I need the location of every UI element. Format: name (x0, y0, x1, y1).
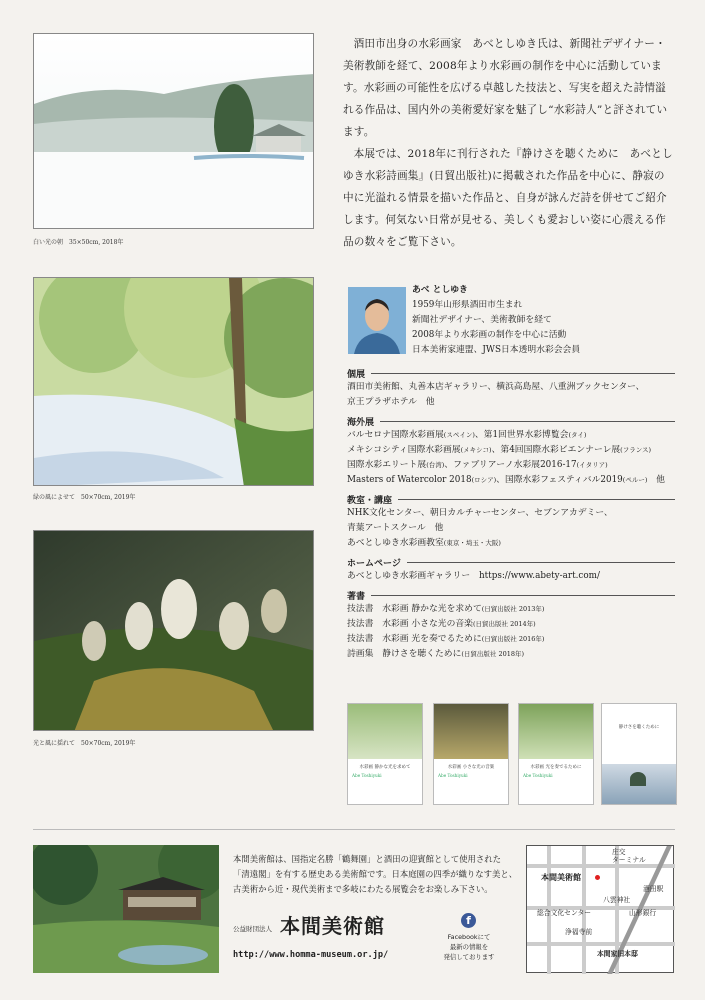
map-label-museum: 本間美術館 (541, 873, 581, 882)
section-line: バルセロナ国際水彩画展(スペイン)、第1回世界水彩博覧会(タイ) (347, 430, 587, 440)
footer-divider (33, 829, 675, 830)
museum-description (233, 852, 523, 897)
facebook-note: Facebookにて 最新の情報を 発信しております (443, 933, 495, 961)
map-label-bank: 山形銀行 (629, 909, 657, 917)
museum-desc-line: 古美術から近・現代美術まで多岐にわたる展覧会をお楽しみ下さい。 (233, 884, 493, 894)
intro-paragraph: 本展では、2018年に刊行された『静けさを聴くために あべとしゆき水彩詩画集』(日貿出版社)に掲載された作品を中心に、静寂の中に光溢れる情景を描いた作品と、自身が詠んだ詩を併せてご紹介します。何気ない日常が見せる、美しくも愛おしい姿に心震える作品の数々をご覧下さい。 (343, 148, 673, 248)
book-cover: 静けさを聴くために (601, 703, 677, 805)
section-line: 酒田市美術館、丸善本店ギャラリー、横浜高島屋、八重洲ブックセンター、 (347, 382, 645, 392)
painting-caption: 白い光の朝 35×50cm, 2018年 (33, 239, 124, 246)
map-museum-marker (595, 875, 600, 880)
museum-logo: 本間美術館 (280, 914, 385, 938)
map-label-shrine: 八雲神社 (603, 896, 631, 904)
profile-line: 2008年より水彩画の制作を中心に活動 (412, 330, 567, 340)
museum-garden-photo (33, 845, 219, 973)
section-line: 京王プラザホテル 他 (347, 397, 435, 407)
painting-green-wind (33, 277, 314, 486)
section-heading: ホームページ (347, 556, 675, 569)
section-line: メキシコシティ国際水彩画展(メキシコ)、第4回国際水彩ビエンナーレ展(フランス) (347, 445, 652, 455)
artist-name: あべ としゆき (412, 285, 468, 295)
profile-line: 日本美術家連盟、JWS日本透明水彩会会員 (412, 345, 581, 355)
book-cover: 水彩画 静かな光を求めて Abe Toshiyuki (347, 703, 423, 805)
book-line: 技法書 水彩画 小さな光の音楽(日貿出版社 2014年) (347, 619, 536, 629)
career-sections (347, 362, 675, 662)
museum-url[interactable]: http://www.homma-museum.or.jp/ (233, 950, 389, 960)
artist-profile (412, 283, 672, 358)
access-map (526, 845, 674, 973)
map-label-temple: 浄福寺前 (565, 928, 593, 936)
section-line: あべとしゆき水彩画教室(東京・埼玉・大阪) (347, 538, 501, 548)
book-cover: 水彩画 小さな光の音楽 Abe Toshiyuki (433, 703, 509, 805)
painting-caption: 光と風に揺れて 50×70cm, 2019年 (33, 740, 136, 747)
map-label-station: 庄交 ターミナル (612, 848, 646, 864)
book-line: 詩画集 静けさを聴くために(日貿出版社 2018年) (347, 649, 525, 659)
profile-line: 新聞社デザイナー、美術教師を経て (412, 315, 552, 325)
map-label-annex: 本間家旧本邸 (597, 950, 638, 958)
book-cover: 水彩画 光を奏でるために Abe Toshiyuki (518, 703, 594, 805)
section-heading: 教室・講座 (347, 493, 675, 506)
website-link[interactable]: あべとしゆき水彩画ギャラリー https://www.abety-art.com/ (347, 571, 600, 581)
book-line: 技法書 水彩画 光を奏でるために(日貿出版社 2016年) (347, 634, 545, 644)
facebook-icon[interactable]: f (461, 913, 476, 928)
museum-org-type: 公益財団法人 (233, 925, 272, 933)
museum-desc-line: 本間美術館は、国指定名勝「鶴舞園」と酒田の迎賓館として使用された (233, 854, 501, 864)
intro-paragraph: 酒田市出身の水彩画家 あべとしゆき氏は、新聞社デザイナー・美術教師を経て、2008年より水彩画の制作を中心に活動しています。水彩画の可能性を広げる卓越した技法と、写実を超えた詩情溢れる作品は、国内外の美術愛好家を魅了し“水彩詩人”と評されています。 (343, 38, 668, 138)
section-heading: 著書 (347, 589, 675, 602)
section-line: 国際水彩エリート展(台湾)、ファブリアーノ水彩展2016-17(イタリア) (347, 460, 608, 470)
section-line: NHK文化センター、朝日カルチャーセンター、セブンアカデミー、 (347, 508, 613, 518)
section-heading: 海外展 (347, 415, 675, 428)
painting-light-and-wind (33, 530, 314, 731)
painting-white-morning (33, 33, 314, 229)
painting-caption: 緑の風によせて 50×70cm, 2019年 (33, 494, 136, 501)
museum-desc-line: 「清遠閣」を有する歴史ある美術館です。日本庭園の四季が織りなす美と、 (233, 869, 518, 879)
section-line: Masters of Watercolor 2018(ロシア)、国際水彩フェスティバル2019(ペルー) 他 (347, 475, 665, 485)
book-line: 技法書 水彩画 静かな光を求めて(日貿出版社 2013年) (347, 604, 545, 614)
artist-photo (348, 287, 406, 354)
profile-line: 1959年山形県酒田市生まれ (412, 300, 523, 310)
section-line: 青葉アートスクール 他 (347, 523, 444, 533)
section-heading: 個展 (347, 367, 675, 380)
map-label-culture-center: 総合文化センター (537, 909, 592, 917)
map-label-sakata-station: 酒田駅 (643, 885, 664, 893)
intro-text (343, 33, 675, 253)
